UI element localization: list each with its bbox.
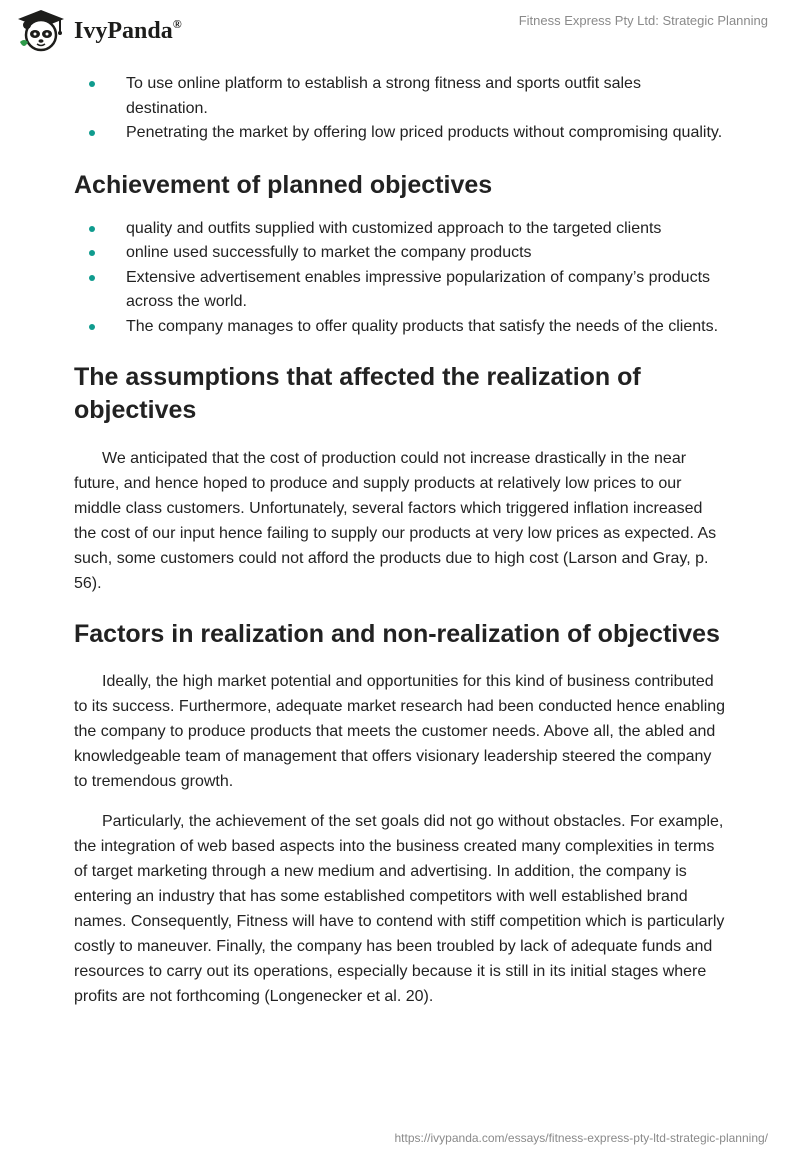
bullet-icon [89, 81, 95, 87]
section-heading-assumptions: The assumptions that affected the realization of objectives [74, 363, 641, 424]
page-header [0, 0, 800, 60]
list-item: The company manages to offer quality products that satisfy the needs of the clients. [74, 315, 726, 340]
list-item: Penetrating the market by offering low priced products without compromising quality. [74, 121, 726, 146]
document-title: Fitness Express Pty Ltd: Strategic Planning [518, 13, 768, 28]
section-heading-achievement: Achievement of planned objectives [74, 170, 493, 199]
list-item: To use online platform to establish a strong fitness and sports outfit sales destination. [74, 72, 726, 121]
intro-bullet-list [74, 72, 726, 146]
factors-paragraph-1: Ideally, the high market potential and opportunities for this kind of business contributed to its success. Furthermore, adequate market research had been conducted hence enabling the company to produce products that meets the customer needs. Above all, the abled and knowledgeable team of management that offers visionary leadership steered the company to tremendous growth. [74, 673, 726, 790]
list-item: online used successfully to market the company products [74, 241, 726, 266]
bullet-icon [89, 324, 95, 330]
article-body [74, 72, 726, 1009]
bullet-icon [89, 130, 95, 136]
list-item: Extensive advertisement enables impressive popularization of company’s products across the world. [74, 266, 726, 315]
bullet-icon [89, 226, 95, 232]
achievement-bullet-list [74, 217, 726, 340]
logo-text: IvyPanda® [74, 17, 182, 44]
list-item: quality and outfits supplied with customized approach to the targeted clients [74, 217, 726, 242]
panda-graduate-icon [14, 8, 68, 52]
factors-paragraph-2: Particularly, the achievement of the set goals did not go without obstacles. For example, the integration of web based aspects into the business created many complexities in terms of target marketing through a new medium and advertising. In addition, the company is entering an industry that has some established competitors with well established brand names. Consequently, Fitness will have to contend with stiff competition which is particularly costly to maneuver. Finally, the company has been troubled by lack of adequate funds and resources to carry out its operations, especially because it is still in its initial stages where profits are not forthcoming (Longenecker et al. 20). [74, 813, 725, 1005]
bullet-icon [89, 250, 95, 256]
bullet-icon [89, 275, 95, 281]
assumptions-paragraph: We anticipated that the cost of production could not increase drastically in the near future, and hence hoped to produce and supply products at relatively low prices to our middle class customers. Unfortunately, several factors which triggered inflation increased the cost of our input hence failing to supply our products at very low prices as expected. As such, some customers could not afford the products due to high cost (Larson and Gray, p. 56). [74, 450, 717, 592]
section-heading-factors: Factors in realization and non-realization of objectives [74, 620, 720, 648]
logo[interactable] [14, 8, 182, 52]
source-url[interactable]: https://ivypanda.com/essays/fitness-express-pty-ltd-strategic-planning/ [394, 1131, 768, 1145]
